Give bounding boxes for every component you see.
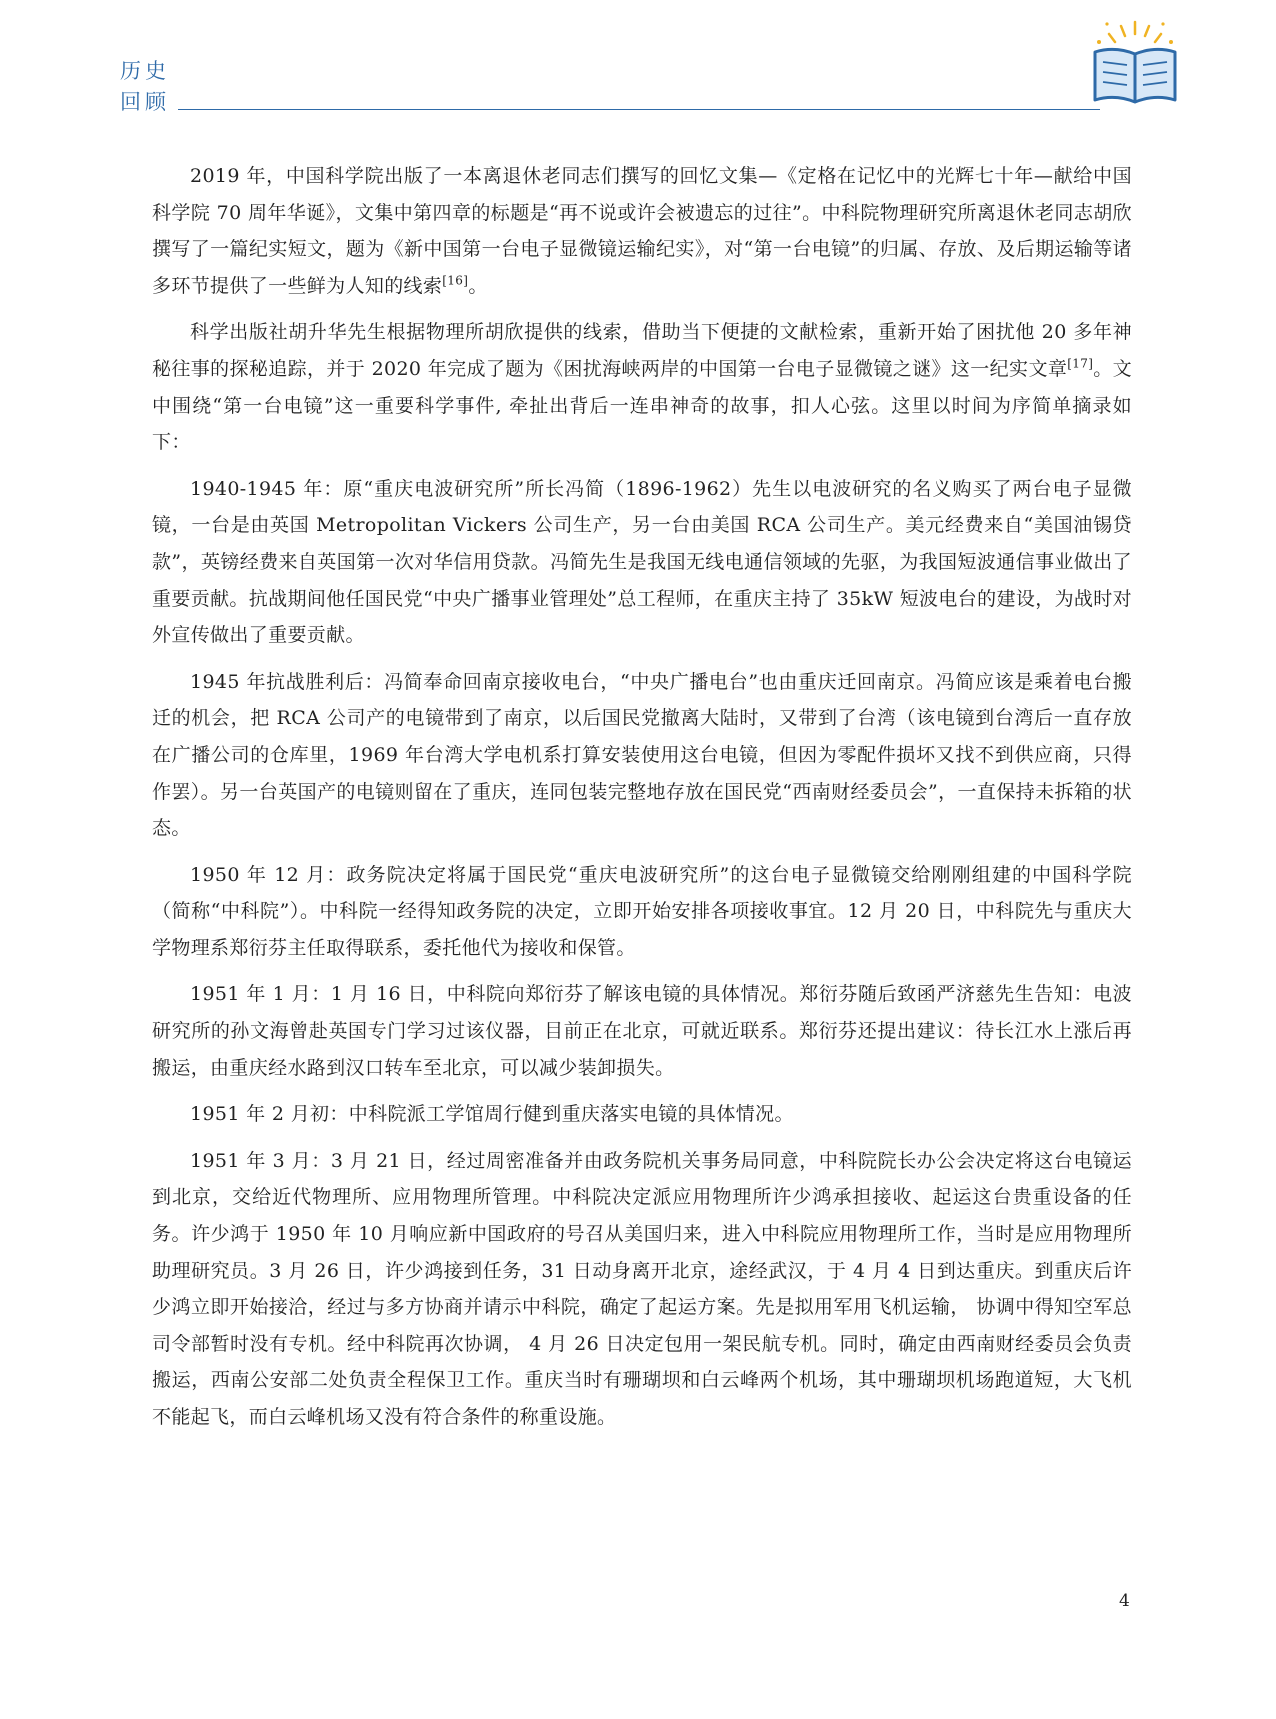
paragraph-hu-shenghua: 科学出版社胡升华先生根据物理所胡欣提供的线索，借助当下便捷的文献检索，重新开始了困扰他 20 多年神秘往事的探秘追踪，并于 2020 年完成了题为《困扰海峡两岸的中国第一台电子显微镜之谜》这一纪实文章[17]。文中围绕“第一台电镜”这一重要科学事件, 牵扯出背后一连串神奇的故事，扣人心弦。这里以时间为序简单摘录如下： [152, 321, 1133, 454]
page-number: 4 [1119, 1591, 1130, 1611]
open-book-icon [1085, 12, 1185, 112]
citation-16[interactable]: [16] [442, 273, 469, 288]
paragraph-1951-mar: 1951 年 3 月：3 月 21 日，经过周密准备并由政务院机关事务局同意，中科院院长办公会决定将这台电镜运到北京，交给近代物理所、应用物理所管理。中科院决定派应用物理所许少鸿承担接收、起运这台贵重设备的任务。许少鸿于 1950 年 10 月响应新中国政府的号召从美国归来，进入中科院应用物理所工作，当时是应用物理所助理研究员。3 月 26 日，许少鸿接到任务，31 日动身离开北京，途经武汉，于 4 月 4 日到达重庆。到重庆后许少鸿立即开始接洽，经过与多方协商并请示中科院，确定了起运方案。先是拟用军用飞机运输， 协调中得知空军总司令部暂时没有专机。经中科院再次协调， 4 月 26 日决定包用一架民航专机。同时，确定由西南财经委员会负责搬运，西南公安部二处负责全程保卫工作。重庆当时有珊瑚坝和白云峰两个机场，其中珊瑚坝机场跑道短，大飞机不能起飞，而白云峰机场又没有符合条件的称重设施。 [152, 1149, 1132, 1428]
section-label-review: 回顾 [120, 90, 170, 114]
header-divider [178, 109, 1100, 110]
paragraph-intro: 2019 年，中国科学院出版了一本离退休老同志们撰写的回忆文集—《定格在记忆中的光辉七十年—献给中国科学院 70 周年华诞》，文集中第四章的标题是“再不说或许会被遗忘的过往”。中科院物理研究所离退休老同志胡欣撰写了一篇纪实短文，题为《新中国第一台电子显微镜运输纪实》，对“第一台电镜”的归属、存放、及后期运输等诸多环节提供了一些鲜为人知的线索[16]。 [152, 165, 1132, 297]
article-body [152, 158, 1132, 1446]
citation-17[interactable]: [17] [1067, 356, 1094, 371]
paragraph-1951-feb: 1951 年 2 月初：中科院派工学馆周行健到重庆落实电镜的具体情况。 [190, 1103, 794, 1126]
section-label-history: 历史 [120, 59, 170, 83]
paragraph-1945: 1945 年抗战胜利后：冯简奉命回南京接收电台，“中央广播电台”也由重庆迁回南京。冯简应该是乘着电台搬迁的机会，把 RCA 公司产的电镜带到了南京，以后国民党撤离大陆时，又带到了台湾（该电镜到台湾后一直存放在广播公司的仓库里，1969 年台湾大学电机系打算安装使用这台电镜，但因为零配件损坏又找不到供应商，只得作罢）。另一台英国产的电镜则留在了重庆，连同包装完整地存放在国民党“西南财经委员会”，一直保持未拆箱的状态。 [152, 670, 1132, 840]
paragraph-1951-jan: 1951 年 1 月：1 月 16 日，中科院向郑衍芬了解该电镜的具体情况。郑衍芬随后致函严济慈先生告知：电波研究所的孙文海曾赴英国专门学习过该仪器，目前正在北京，可就近联系。郑衍芬还提出建议：待长江水上涨后再搬运，由重庆经水路到汉口转车至北京，可以减少装卸损失。 [152, 983, 1132, 1079]
paragraph-1950-dec: 1950 年 12 月：政务院决定将属于国民党“重庆电波研究所”的这台电子显微镜交给刚刚组建的中国科学院（简称“中科院”）。中科院一经得知政务院的决定，立即开始安排各项接收事宜。12 月 20 日，中科院先与重庆大学物理系郑衍芬主任取得联系，委托他代为接收和保管。 [152, 863, 1132, 959]
paragraph-1940-1945: 1940-1945 年：原“重庆电波研究所”所长冯简（1896-1962）先生以电波研究的名义购买了两台电子显微镜，一台是由英国 Metropolitan Vickers 公司生产，另一台由美国 RCA 公司生产。美元经费来自“美国油锡贷款”，英镑经费来自英国第一次对华信用贷款。冯简先生是我国无线电通信领域的先驱，为我国短波通信事业做出了重要贡献。抗战期间他任国民党“中央广播事业管理处”总工程师，在重庆主持了 35kW 短波电台的建设，为战时对外宣传做出了重要贡献。 [152, 477, 1132, 647]
